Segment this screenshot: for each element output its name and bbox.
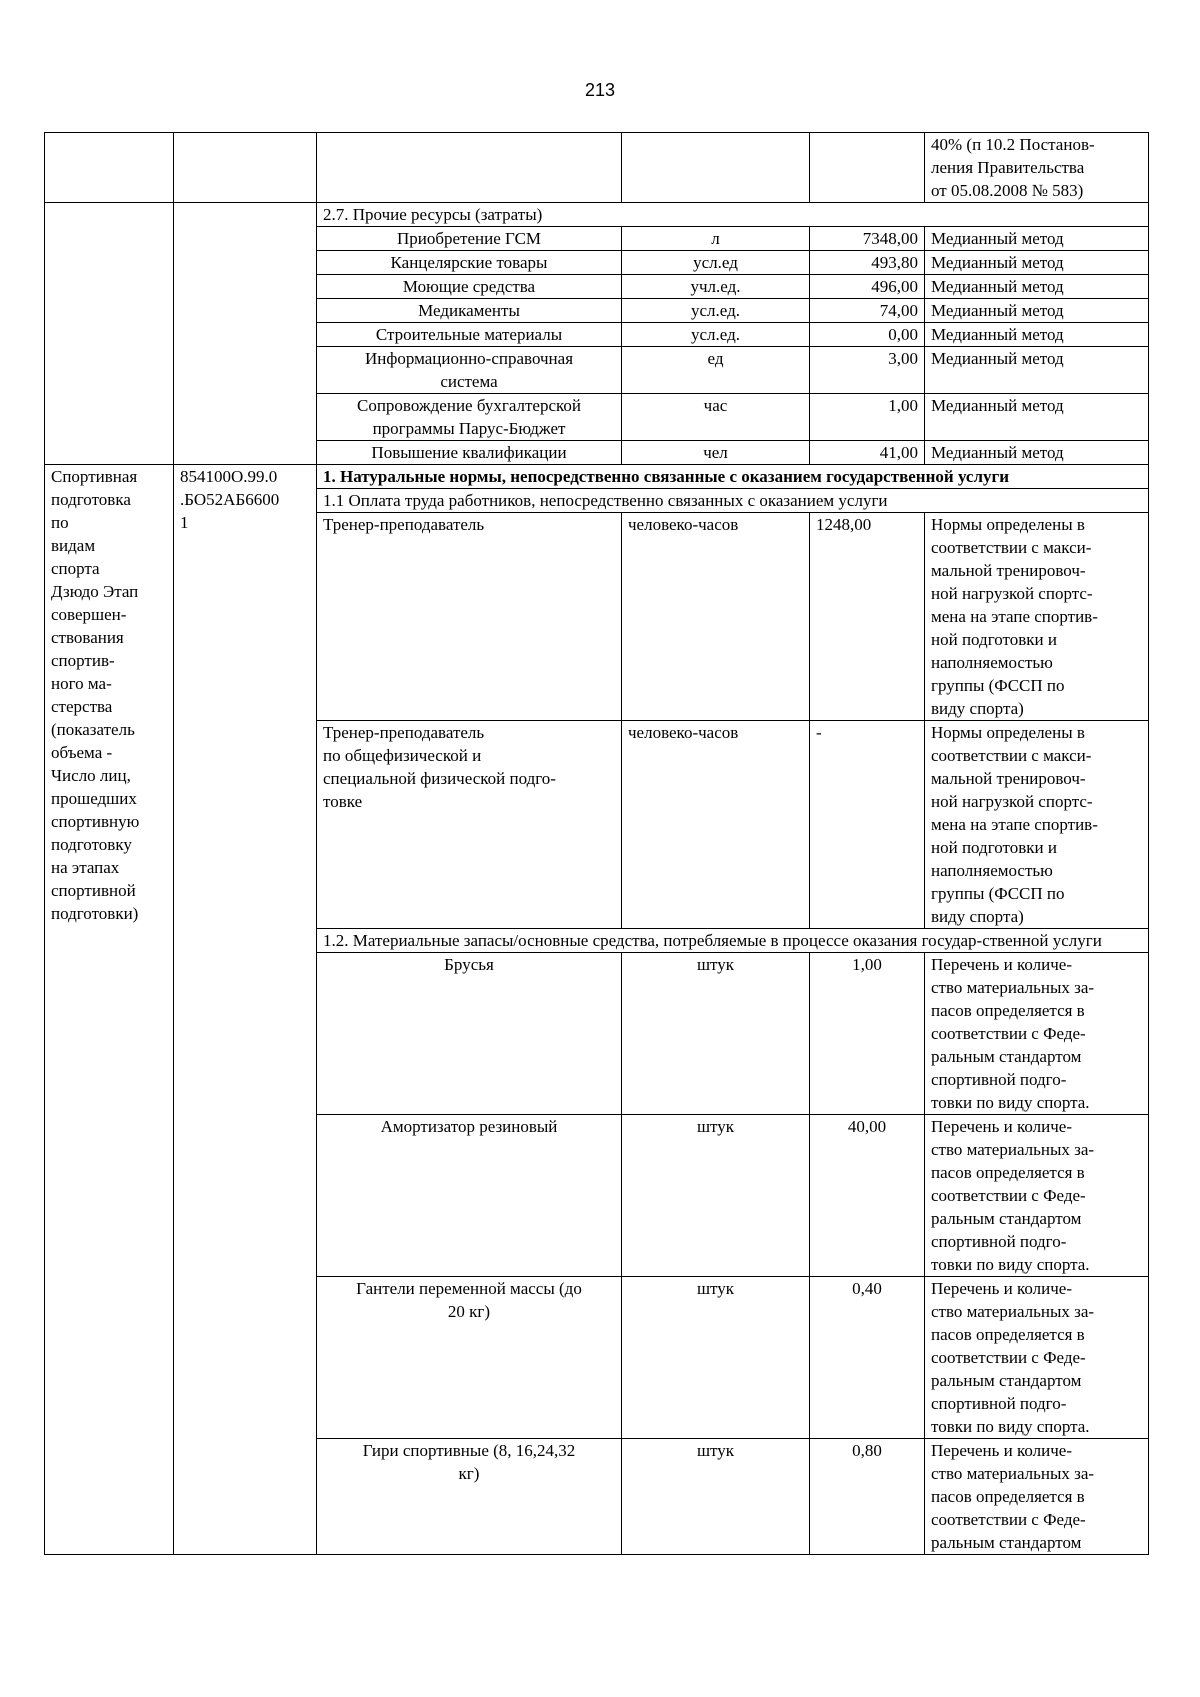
resource-name: Канцелярские товары [317,251,622,275]
resource-value: 3,00 [810,347,925,394]
position-note: Нормы определены в соответствии с макси- мальной тренировоч- ной нагрузкой спортс- мена на этапе спортив- ной подготовки и наполняемостью группы (ФССП по виду спорта) [931,515,1098,718]
material-name: Амортизатор резиновый [380,1117,558,1136]
position-unit: человеко-часов [622,721,810,929]
service-code: 854100О.99.0 .БО52АБ6600 1 [180,467,280,532]
resource-value: 496,00 [810,275,925,299]
material-unit: штук [622,1439,810,1555]
material-note: Перечень и количе- ство материальных за- пасов определяется в соответствии с Феде- ральным стандартом [931,1441,1095,1552]
resource-note: Медианный метод [925,299,1149,323]
resource-note: Медианный метод [925,394,1149,441]
norms-table [44,132,1149,1555]
top-note: 40% (п 10.2 Постанов- ления Правительства от 05.08.2008 № 583) [931,135,1095,200]
service-name: Спортивная подготовка по видам спорта Дзюдо Этап совершен- ствования спортив- ного ма- стерства (показатель объема - Число лиц, прошедших спортивную подготовку на этапах спортивной подготовки) [51,467,140,923]
resource-name: Информационно-справочная система [364,349,574,391]
material-name: Гири спортивные (8, 16,24,32 кг) [362,1441,576,1483]
material-name: Гантели переменной массы (до 20 кг) [356,1279,582,1321]
resource-note: Медианный метод [925,441,1149,465]
empty-cell [45,203,174,465]
resource-unit: усл.ед. [622,299,810,323]
section-header-row [45,203,1149,227]
resource-note: Медианный метод [925,227,1149,251]
resource-name: Приобретение ГСМ [317,227,622,251]
resource-unit: учл.ед. [622,275,810,299]
material-note: Перечень и количе- ство материальных за- пасов определяется в соответствии с Феде- ральным стандартом спортивной подго- товки по виду спорта. [931,1279,1095,1436]
position-unit: человеко-часов [622,513,810,721]
section-header-row [45,465,1149,489]
material-value: 1,00 [810,953,925,1115]
empty-cell [174,203,317,465]
resource-name: Сопровождение бухгалтерской программы Парус-Бюджет [356,396,582,438]
page-number: 213 [584,80,616,100]
section-12-title: 1.2. Материальные запасы/основные средства, потребляемые в процессе оказания государ-ственной услуги [317,929,1149,953]
resource-unit: л [622,227,810,251]
resource-name: Строительные материалы [317,323,622,347]
resource-unit: чел [622,441,810,465]
resource-value: 41,00 [810,441,925,465]
resource-unit: ед [622,347,810,394]
material-unit: штук [622,1115,810,1277]
section-1-title: 1. Натуральные нормы, непосредственно связанные с оказанием государственной услуги [317,465,1149,489]
resource-name: Моющие средства [317,275,622,299]
resource-value: 74,00 [810,299,925,323]
position-name: Тренер-преподаватель по общефизической и специальной физической подго- товке [323,723,556,811]
empty-cell [45,133,174,203]
position-value: 1248,00 [810,513,925,721]
continuation-row [45,133,1149,203]
resource-unit: час [622,394,810,441]
resource-value: 7348,00 [810,227,925,251]
resource-name: Повышение квалификации [317,441,622,465]
resource-value: 493,80 [810,251,925,275]
empty-cell [622,133,810,203]
resource-note: Медианный метод [925,275,1149,299]
material-unit: штук [622,1277,810,1439]
section-27-title: 2.7. Прочие ресурсы (затраты) [317,203,1149,227]
material-unit: штук [622,953,810,1115]
position-name: Тренер-преподаватель [317,513,622,721]
resource-value: 1,00 [810,394,925,441]
section-11-title: 1.1 Оплата труда работников, непосредственно связанных с оказанием услуги [317,489,1149,513]
resource-unit: усл.ед. [622,323,810,347]
material-name: Брусья [444,955,494,974]
empty-cell [174,133,317,203]
resource-note: Медианный метод [925,251,1149,275]
resource-unit: усл.ед [622,251,810,275]
material-value: 0,80 [810,1439,925,1555]
resource-name: Медикаменты [317,299,622,323]
material-value: 40,00 [810,1115,925,1277]
position-value: - [810,721,925,929]
material-value: 0,40 [810,1277,925,1439]
empty-cell [810,133,925,203]
resource-value: 0,00 [810,323,925,347]
material-note: Перечень и количе- ство материальных за- пасов определяется в соответствии с Феде- ральным стандартом спортивной подго- товки по виду спорта. [931,1117,1095,1274]
position-note: Нормы определены в соответствии с макси- мальной тренировоч- ной нагрузкой спортс- мена на этапе спортив- ной подготовки и наполняемостью группы (ФССП по виду спорта) [931,723,1098,926]
empty-cell [317,133,622,203]
resource-note: Медианный метод [925,323,1149,347]
material-note: Перечень и количе- ство материальных за- пасов определяется в соответствии с Феде- ральным стандартом спортивной подго- товки по виду спорта. [931,955,1095,1112]
resource-note: Медианный метод [925,347,1149,394]
